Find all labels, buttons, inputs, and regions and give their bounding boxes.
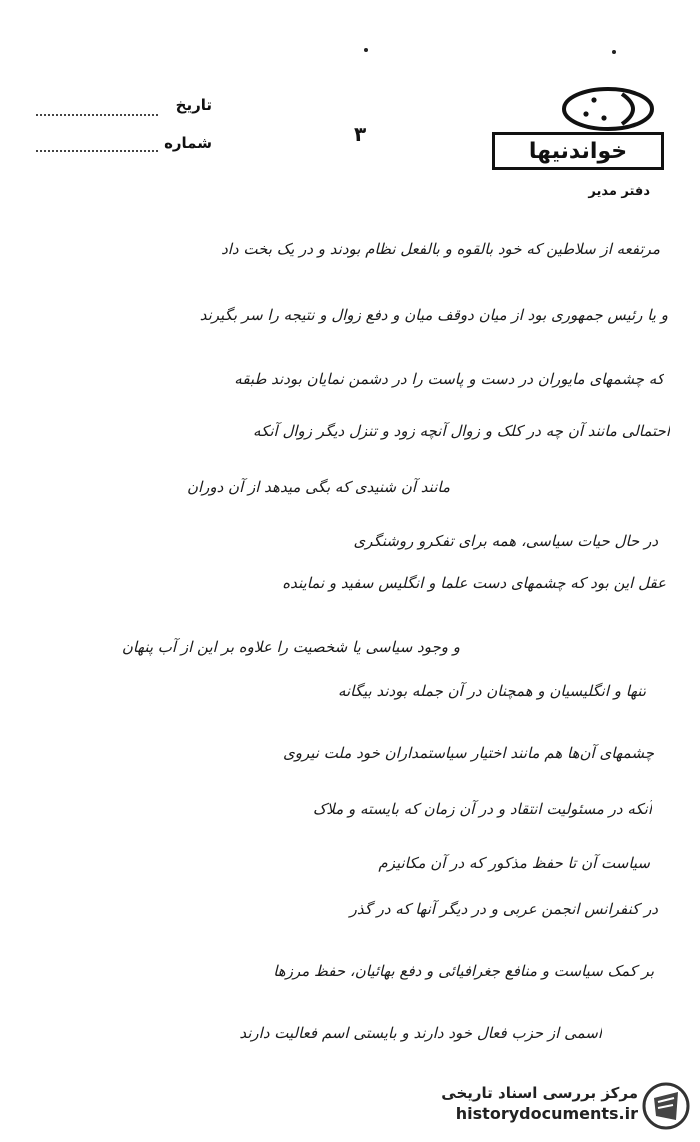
handwritten-line: در حال حیات سیاسی، همه برای تفکرو روشنگری — [353, 532, 658, 550]
magazine-emblem-icon — [560, 86, 656, 132]
handwritten-line: تنها و انگلیسیان و همچنان در آن جمله بودند بیگانه — [337, 682, 646, 700]
handwritten-line: اسمی از حزب فعال خود دارند و بایستی اسم فعالیت دارند — [239, 1024, 602, 1042]
handwritten-line: و یا رئیس جمهوری بود از میان دوقف میان و دفع زوال و نتیجه را سر بگیرند — [199, 306, 668, 324]
handwritten-line: بر کمک سیاست و منافع جغرافیائی و دفع بهائیان، حفظ مرزها — [273, 962, 654, 980]
handwritten-line: آنکه در مسئولیت انتقاد و در آن زمان که بایسته و ملاک — [312, 800, 652, 818]
watermark-url: historydocuments.ir — [455, 1104, 638, 1123]
page-number: ۳ — [354, 122, 367, 146]
archive-logo-icon — [640, 1080, 692, 1132]
handwritten-line: که چشمهای مایوران در دست و پاست را در دشمن نمایان بودند طبقه — [234, 370, 664, 388]
watermark-title: مرکز بررسی اسناد تاریخی — [441, 1084, 638, 1102]
number-label: شماره — [164, 134, 212, 152]
archive-watermark — [441, 1084, 638, 1123]
date-dotted-line — [36, 114, 158, 116]
logo-text: خواندنیها — [528, 138, 628, 164]
handwritten-line: عقل این بود که چشمهای دست علما و انگلیس سفید و نماینده — [282, 574, 666, 592]
ink-speck — [364, 48, 368, 52]
handwritten-line: و وجود سیاسی یا شخصیت را علاوه بر این از آب پنهان — [121, 638, 460, 656]
handwritten-line: چشمهای آن‌ها هم مانند اختیار سیاستمداران خود ملت نیروی — [282, 744, 654, 762]
magazine-logo — [492, 132, 664, 170]
office-label: دفتر مدیر — [588, 184, 650, 199]
date-label: تاریخ — [175, 96, 212, 114]
handwritten-line: احتمالی مانند آن چه در کلک و زوال آنچه زود و تنزل دیگر زوال آنکه — [253, 422, 670, 440]
number-dotted-line — [36, 150, 158, 152]
handwritten-line: مانند آن شنیدی که بگی میدهد از آن دوران — [186, 478, 450, 496]
ink-speck — [612, 50, 616, 54]
handwritten-line: مرتفعه از سلاطین که خود بالقوه و بالفعل نظام بودند و در یک بخت داد — [221, 240, 660, 258]
handwritten-line: سیاست آن تا حفظ مذکور که در آن مکانیزم — [378, 854, 650, 872]
handwritten-line: در کنفرانس انجمن عربی و در دیگر آنها که در گذر — [349, 900, 658, 918]
